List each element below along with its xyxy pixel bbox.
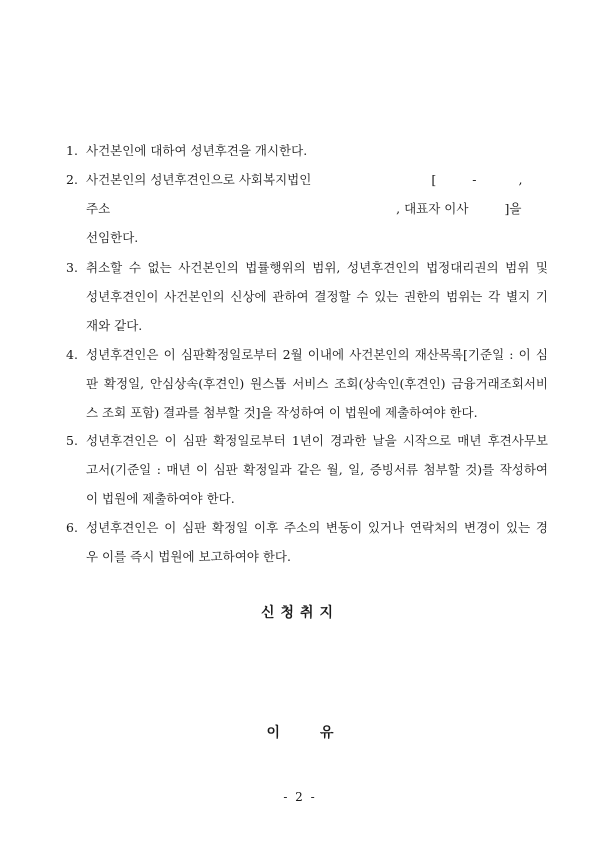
item-line: 성년후견인은 이 심판 확정일 이후 주소의 변동이 있거나 연락처의 변경이 있는 경 bbox=[86, 520, 548, 535]
item-body bbox=[86, 340, 548, 427]
representative-label: , 대표자 이사 bbox=[396, 201, 469, 216]
item-line: 우 이를 즉시 법원에 보고하여야 한다. bbox=[86, 549, 291, 564]
item-body bbox=[86, 426, 548, 513]
reason-heading: 이유 bbox=[266, 725, 374, 741]
item-line: 판 확정일, 안심상속(후견인) 원스톱 서비스 조회(상속인(후견인) 금융거래조회서비 bbox=[86, 376, 548, 391]
item-number: 5. bbox=[66, 433, 78, 448]
item-line: 이 법원에 제출하여야 한다. bbox=[86, 491, 235, 506]
order-item-4 bbox=[66, 340, 548, 427]
item-line: 재와 같다. bbox=[86, 318, 143, 333]
item-line: 성년후견인은 이 심판확정일로부터 2월 이내에 사건본인의 재산목록[기준일 : 이 심 bbox=[86, 347, 548, 362]
item-number: 2. bbox=[66, 172, 78, 187]
item-line: 고서(기준일 : 매년 이 심판 확정일과 같은 월, 일, 증빙서류 첨부할 것)를 작성하여 bbox=[86, 462, 548, 477]
item-line: 취소할 수 없는 사건본인의 법률행위의 범위, 성년후견인의 법정대리권의 범위 및 bbox=[86, 260, 548, 275]
bracket-open: [ bbox=[431, 172, 437, 187]
item-body bbox=[86, 513, 548, 571]
item-line bbox=[86, 194, 548, 223]
item-line: 사건본인에 대하여 성년후견을 개시한다. bbox=[86, 143, 308, 158]
item-body bbox=[86, 165, 548, 252]
order-item-6 bbox=[66, 513, 548, 571]
page-number: - 2 - bbox=[283, 790, 317, 804]
order-item-5 bbox=[66, 426, 548, 513]
registration-dash: - bbox=[472, 172, 477, 187]
item-body bbox=[86, 136, 548, 165]
item-number: 4. bbox=[66, 347, 78, 362]
order-item-3 bbox=[66, 253, 548, 340]
guardian-corporation-text: 사건본인의 성년후견인으로 사회복지법인 bbox=[86, 172, 312, 187]
order-item-1 bbox=[66, 136, 548, 165]
appointment-suffix: ]을 bbox=[504, 201, 522, 216]
claim-heading: 신청취지 bbox=[260, 605, 340, 621]
item-line: 선임한다. bbox=[86, 230, 139, 245]
item-number: 6. bbox=[66, 520, 78, 535]
comma: , bbox=[518, 172, 523, 187]
item-line: 성년후견인이 사건본인의 신상에 관하여 결정할 수 있는 권한의 범위는 각 별지 기 bbox=[86, 289, 548, 304]
order-item-2 bbox=[66, 165, 548, 252]
item-line: 성년후견인은 이 심판 확정일로부터 1년이 경과한 날을 시작으로 매년 후견사무보 bbox=[86, 433, 548, 448]
item-line bbox=[86, 165, 548, 194]
item-body bbox=[86, 253, 548, 340]
address-label: 주소 bbox=[86, 201, 111, 216]
item-line: 스 조회 포함) 결과를 첨부할 것]을 작성하여 이 법원에 제출하여야 한다. bbox=[86, 405, 478, 420]
item-number: 1. bbox=[66, 143, 78, 158]
item-number: 3. bbox=[66, 260, 78, 275]
